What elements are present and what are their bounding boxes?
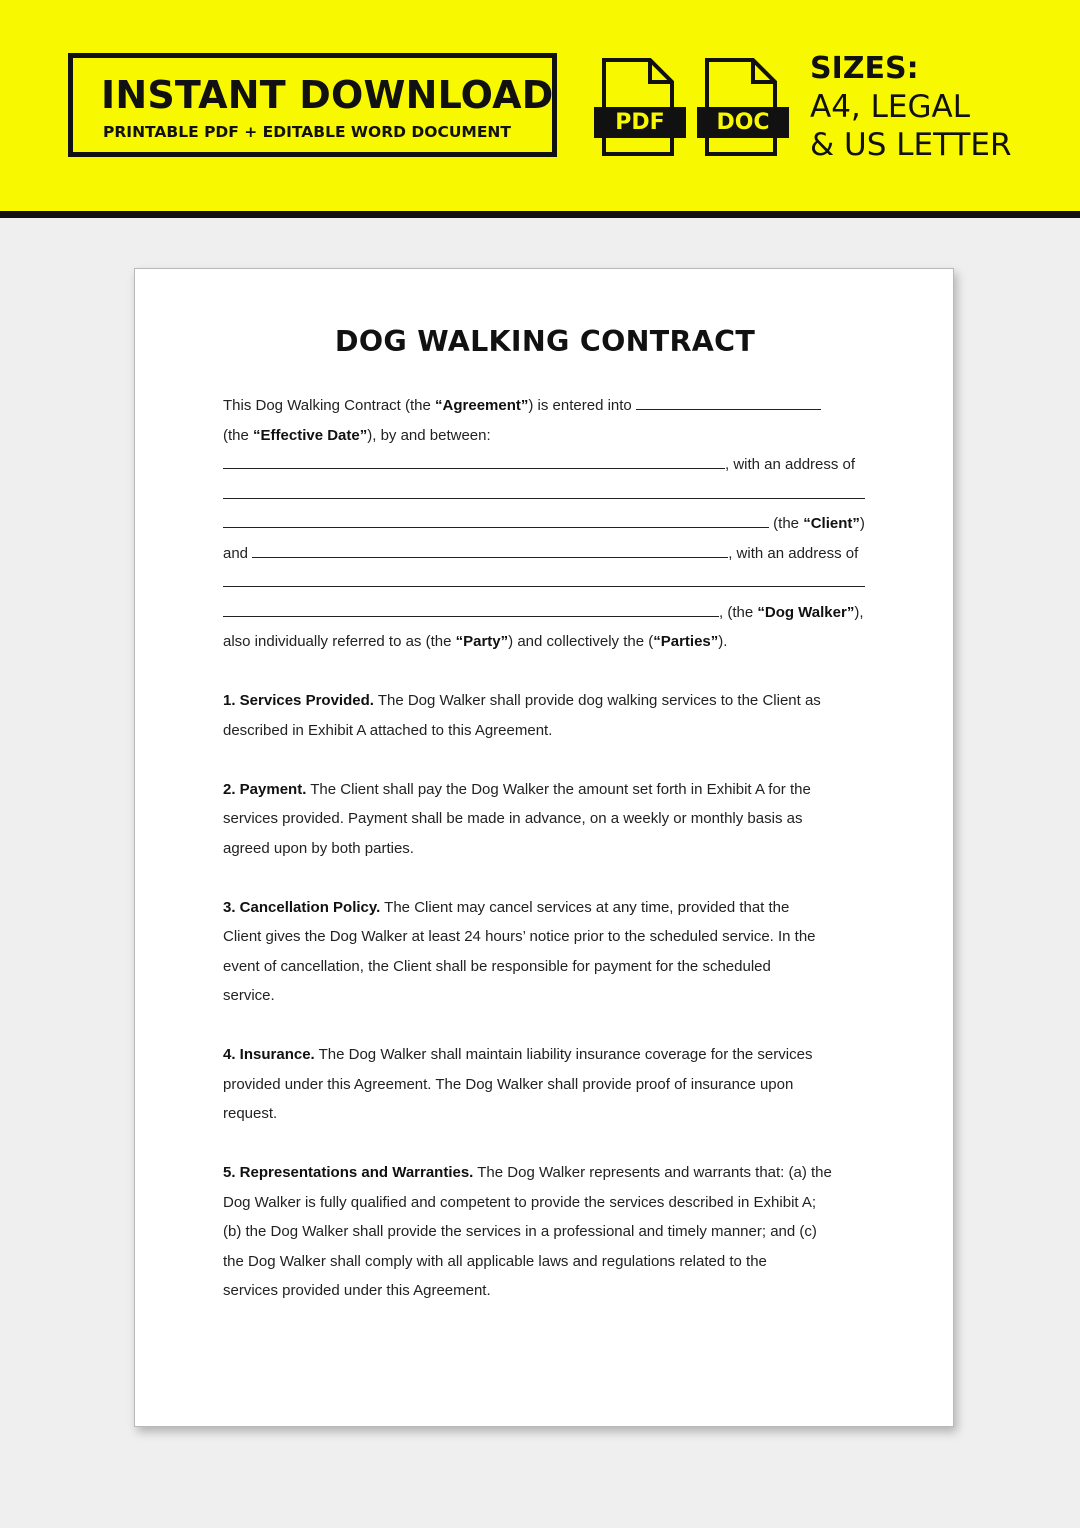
section-insurance: 4. Insurance. The Dog Walker shall maintain liability insurance coverage for the services provided under this Agreement. The Dog Walker shall provide proof of insurance upon request.	[223, 1046, 813, 1122]
walker-address-blank-1[interactable]	[223, 569, 865, 587]
doc-file-icon	[697, 58, 789, 158]
section-heading: 5. Representations and Warranties.	[223, 1164, 474, 1181]
sizes-info	[810, 50, 1012, 164]
promo-banner	[0, 0, 1080, 218]
client-address-blank-2[interactable]	[223, 510, 769, 528]
walker-name-blank[interactable]	[252, 540, 728, 558]
pdf-file-icon	[594, 58, 686, 158]
section-cancellation-policy: 3. Cancellation Policy. The Client may cancel services at any time, provided that the Client gives the Dog Walker at least 24 hours’ notice prior to the scheduled service. In the event of cancellation, the Client shall be responsible for payment for the scheduled service.	[223, 898, 816, 1004]
sizes-heading: SIZES:	[810, 51, 919, 86]
document-title: DOG WALKING CONTRACT	[334, 325, 756, 358]
intro-line-8: , (the “Dog Walker”),	[223, 598, 883, 628]
instant-download-subtitle: PRINTABLE PDF + EDITABLE WORD DOCUMENT	[103, 123, 511, 141]
section-heading: 4. Insurance.	[223, 1046, 315, 1063]
intro-line-6: and , with an address of	[223, 539, 883, 569]
intro-line-3: , with an address of	[223, 450, 883, 480]
intro-line-5: (the “Client”)	[223, 509, 883, 539]
section-heading: 1. Services Provided.	[223, 692, 374, 709]
document-body	[223, 391, 883, 1306]
document-page	[134, 268, 954, 1427]
sizes-line-1: A4, LEGAL	[810, 89, 970, 125]
walker-address-blank-2[interactable]	[223, 599, 719, 617]
section-heading: 2. Payment.	[223, 780, 307, 798]
instant-download-box	[68, 53, 557, 157]
section-representations-warranties: 5. Representations and Warranties. The Dog Walker represents and warrants that: (a) the Dog Walker is fully qualified and competent to provide the services described in Exhibit A; (b) the Dog Walker shall provide the services in a professional and timely manner; and (c) the Dog Walker shall comply with all applicable laws and regulations related to the services provided under this Agreement.	[223, 1164, 832, 1299]
intro-line-1: This Dog Walking Contract (the “Agreement”) is entered into	[223, 391, 883, 421]
intro-line-9: also individually referred to as (the “Party”) and collectively the (“Parties”).	[223, 633, 728, 650]
intro-line-7	[223, 568, 883, 598]
sizes-line-2: & US LETTER	[810, 127, 1012, 163]
section-heading: 3. Cancellation Policy.	[223, 898, 381, 916]
instant-download-title: INSTANT DOWNLOAD	[101, 73, 554, 117]
section-payment: 2. Payment. The Client shall pay the Dog Walker the amount set forth in Exhibit A for the services provided. Payment shall be made in advance, on a weekly or monthly basis as agreed upon by both parties.	[223, 780, 811, 857]
client-name-blank[interactable]	[223, 451, 725, 469]
effective-date-blank[interactable]	[636, 392, 821, 410]
section-services-provided: 1. Services Provided. The Dog Walker shall provide dog walking services to the Client as described in Exhibit A attached to this Agreement.	[223, 692, 821, 739]
intro-line-2: (the “Effective Date”), by and between:	[223, 426, 491, 444]
doc-label: DOC	[697, 107, 789, 138]
pdf-label: PDF	[594, 107, 686, 138]
intro-line-4	[223, 480, 883, 510]
client-address-blank-1[interactable]	[223, 481, 865, 499]
